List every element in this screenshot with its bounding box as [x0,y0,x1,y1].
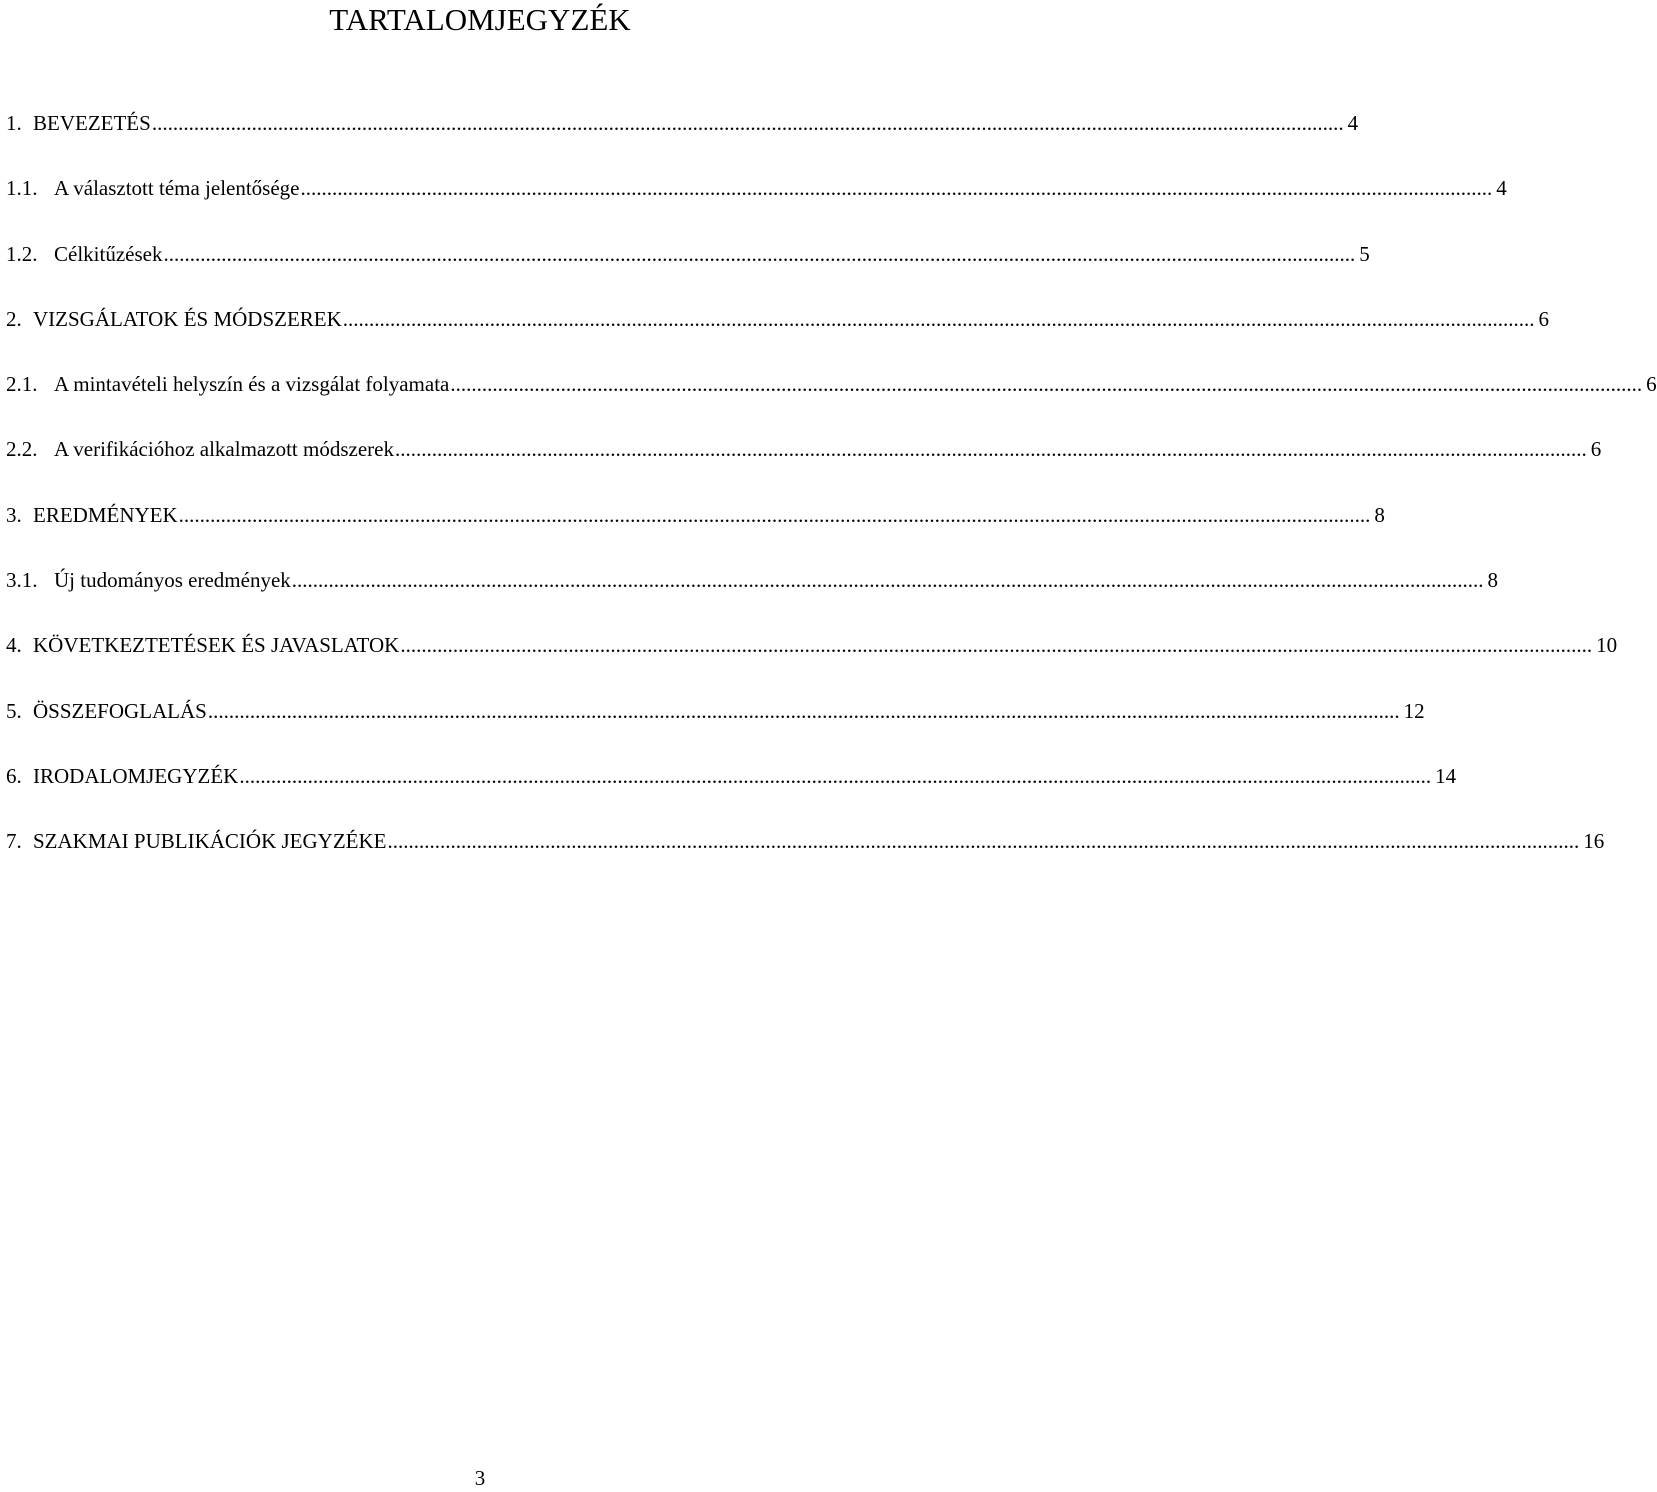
toc-entry-page: 16 [1583,829,1605,853]
toc-entry-number: 1. [6,111,22,135]
toc-entry-label: ÖSSZEFOGLALÁS [33,699,207,723]
toc-entry-3-1[interactable] [6,565,1499,595]
toc-entry-number: 4. [6,633,22,657]
toc-entry-number: 1.2. [6,242,38,266]
page-title: TARTALOMJEGYZÉK [329,2,631,37]
dot-leader [301,173,1493,203]
dot-leader [387,826,1579,856]
toc-entry-2-2[interactable] [6,434,1602,464]
toc-entry-4[interactable] [6,630,1618,660]
toc-entry-page: 8 [1374,503,1385,527]
toc-entry-number: 3.1. [6,568,38,592]
toc-entry-number: 2. [6,307,22,331]
toc-entry-label: KÖVETKEZTETÉSEK ÉS JAVASLATOK [33,633,400,657]
toc-entry-1[interactable] [6,108,1359,138]
toc-entry-label: EREDMÉNYEK [33,503,178,527]
toc-entry-label: A választott téma jelentősége [54,176,300,200]
dot-leader [179,500,1371,530]
dot-leader [239,761,1431,791]
toc-entry-page: 8 [1487,568,1499,592]
toc-entry-label: Célkitűzések [54,242,163,266]
toc-entry-6[interactable] [6,761,1457,791]
dot-leader [152,108,1344,138]
toc-entry-label: A verifikációhoz alkalmazott módszerek [54,437,394,461]
toc-entry-page: 4 [1496,176,1507,200]
toc-entry-number: 2.1. [6,372,38,396]
toc-entry-number: 2.2. [6,437,38,461]
toc-entry-2[interactable] [6,304,1550,334]
toc-entry-page: 6 [1646,372,1657,396]
toc-entry-page: 4 [1347,111,1359,135]
toc-entry-number: 1.1. [6,176,38,200]
dot-leader [450,369,1642,399]
toc-entry-1-2[interactable] [6,239,1370,269]
dot-leader [343,304,1535,334]
toc-entry-number: 5. [6,699,22,723]
toc-entry-page: 10 [1596,633,1618,657]
page-number: 3 [474,1466,486,1490]
toc-entry-page: 6 [1590,437,1602,461]
toc-entry-1-1[interactable] [6,173,1507,203]
toc-entry-page: 12 [1403,699,1425,723]
toc-entry-page: 6 [1538,307,1550,331]
dot-leader [395,434,1587,464]
toc-entry-number: 7. [6,829,22,853]
toc-entry-label: BEVEZETÉS [33,111,151,135]
toc-entry-label: IRODALOMJEGYZÉK [33,764,239,788]
toc-entry-page: 14 [1435,764,1457,788]
dot-leader [208,696,1400,726]
toc-entry-label: A mintavételi helyszín és a vizsgálat folyamata [54,372,450,396]
dot-leader [292,565,1484,595]
dot-leader [163,239,1355,269]
toc-entry-5[interactable] [6,696,1425,726]
toc-entry-7[interactable] [6,826,1605,856]
toc-entry-label: VIZSGÁLATOK ÉS MÓDSZEREK [33,307,342,331]
toc-entry-number: 3. [6,503,22,527]
toc-entry-page: 5 [1359,242,1370,266]
toc-entry-3[interactable] [6,500,1385,530]
toc-entry-2-1[interactable] [6,369,1657,399]
dot-leader [400,630,1592,660]
toc-entry-label: SZAKMAI PUBLIKÁCIÓK JEGYZÉKE [33,829,387,853]
toc-entry-number: 6. [6,764,22,788]
toc-entry-label: Új tudományos eredmények [54,568,291,592]
